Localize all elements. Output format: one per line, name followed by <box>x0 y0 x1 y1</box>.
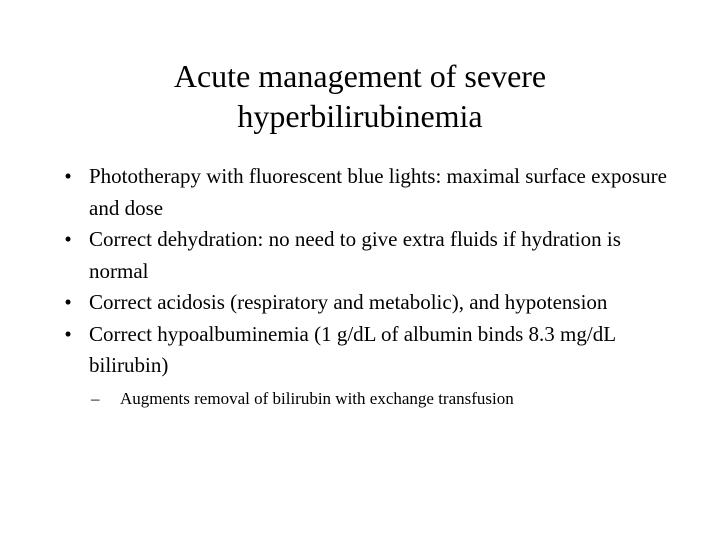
slide-title <box>60 56 660 136</box>
slide-title-line-2: hyperbilirubinemia <box>237 98 483 134</box>
bullet-text: Correct acidosis (respiratory and metabolic), and hypotension <box>89 290 608 314</box>
bullet-marker: • <box>64 227 72 251</box>
bullet-text: Correct dehydration: no need to give extra fluids if hydration is normal <box>89 227 621 283</box>
slide-title-line-1: Acute management of severe <box>173 58 547 94</box>
bullet-item-dehydration <box>58 224 678 287</box>
bullet-item-acidosis <box>58 287 678 319</box>
bullet-marker: • <box>64 321 72 346</box>
bullet-marker: • <box>64 290 72 314</box>
bullet-item-hypoalbuminemia <box>58 319 678 382</box>
bullet-text: Phototherapy with fluorescent blue lights: maximal surface exposure and dose <box>89 164 667 220</box>
bullet-marker: • <box>64 164 72 188</box>
sub-bullet-item-exchange-transfusion <box>58 388 678 410</box>
bullet-text: Correct hypoalbuminemia (1 g/dL of albumin binds 8.3 mg/dL bilirubin) <box>89 321 616 377</box>
sub-bullet-marker: – <box>91 388 100 408</box>
sub-bullet-text: Augments removal of bilirubin with exchange transfusion <box>120 388 514 408</box>
bullet-list <box>58 161 678 410</box>
bullet-item-phototherapy <box>58 161 678 224</box>
